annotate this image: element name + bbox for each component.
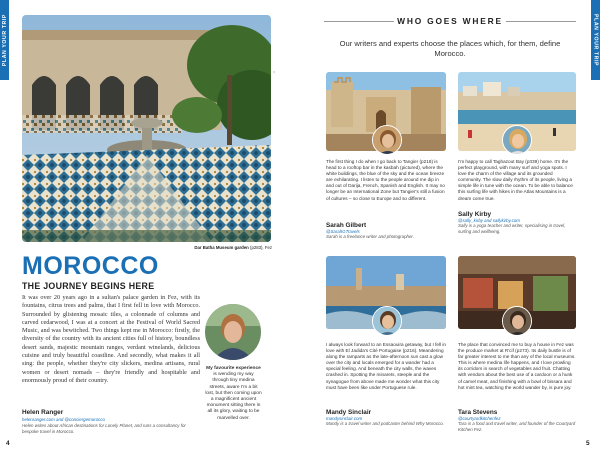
contributor-3-bio: Mandy is a travel writer and podcaster behind Why Morocco. bbox=[326, 421, 444, 426]
contributor-3-name: Mandy Sinclair bbox=[326, 409, 372, 416]
side-tab-left bbox=[0, 0, 9, 80]
side-tab-right-label: PLAN YOUR TRIP bbox=[592, 13, 599, 67]
favourite-block bbox=[205, 366, 262, 422]
favourite-text: is wending my way through tiny medina streets, aware I'm a bit lost, but then coming upon a magnificent ancient monument sitting there in all its glory, waiting to be marvelled over. bbox=[205, 372, 262, 421]
who-title: WHO GOES WHERE bbox=[394, 14, 506, 28]
contributor-1-bio: Sarah is a freelance writer and photographer. bbox=[326, 234, 414, 239]
contributor-1-handle: @SarahGTravels bbox=[326, 229, 360, 234]
photo-credit: © bbox=[272, 70, 276, 75]
contributor-4-credit bbox=[458, 409, 576, 432]
who-header bbox=[324, 14, 576, 28]
contributor-3-text: I always look forward to an Essaouira getaway, but I fell in love with El Jadida's Cité Portugaise (p216). Meandering along the ramparts as the late-afternoon sun cast a glow over the city and locals emerged for a wander had a special feeling. And beneath the city walls, the waves crashed in. Spotting the minarets, steeple and the synagogue from above made me wonder what this city must have been like under Portuguese rule. bbox=[326, 342, 447, 390]
side-tab-left-label: PLAN YOUR TRIP bbox=[1, 13, 8, 67]
portrait-sarah bbox=[372, 125, 402, 155]
contributor-4-handle: @courtyardkitchenfez bbox=[458, 416, 501, 421]
contributor-4-bio: Tara is a food and travel writer, and founder of the Courtyard Kitchen Fez. bbox=[458, 421, 576, 432]
caption-title: Dar Batha Museum garden bbox=[194, 245, 249, 250]
page-number-left: 4 bbox=[6, 440, 10, 447]
main-photo bbox=[22, 15, 271, 242]
page-title: MOROCCO bbox=[22, 252, 159, 280]
contributor-2-credit bbox=[458, 211, 576, 234]
contributor-1-text: The first thing I do when I go back to Tangier (p218) is head to a rooftop bar in the kasbah (pictured), where the white buildings, the blue of the sky and the ocean breeze are exhilarating. I listen to the people around me dip in and out of Darija, French, Spanish and English. It may no longer be an International Zone but Tangier's still a fusion of cultures – so close to Europe and so different. bbox=[326, 159, 445, 201]
author-bio: Helen writes about African destinations for Lonely Planet, and runs a consultancy for bespoke travel in Morocco. bbox=[22, 423, 186, 434]
contributor-3-handle: mandysinclair.com bbox=[326, 416, 363, 421]
page-subtitle: THE JOURNEY BEGINS HERE bbox=[22, 281, 155, 291]
portrait-mandy bbox=[372, 306, 402, 336]
contributor-3-credit bbox=[326, 409, 447, 427]
contributor-2-handle: @sally_kirby and sallykirby.com bbox=[458, 218, 520, 223]
contributor-2-text: I'm happy to call Taghazout Bay (p339) home. It's the perfect playground, with many surf and yoga spots. I love the charm of the village and its grounded community. The slow daily rhythm of its people, living a simple life in tune with the ocean. To be able to balance this surfing life with hikes in the Atlas Mountains is a dream come true. bbox=[458, 159, 573, 201]
side-tab-right bbox=[591, 0, 600, 80]
contributor-1-credit bbox=[326, 222, 447, 240]
author-handle: helenranger.com and @conciergemorocco bbox=[22, 417, 105, 422]
page-number-right: 5 bbox=[586, 440, 590, 447]
portrait-sally bbox=[502, 125, 532, 155]
favourite-label: My favourite experience bbox=[206, 366, 261, 371]
contributor-2-name: Sally Kirby bbox=[458, 211, 492, 218]
author-portrait bbox=[205, 304, 261, 360]
author-name: Helen Ranger bbox=[22, 409, 64, 416]
main-photo-caption bbox=[172, 245, 272, 250]
intro-text: It was over 20 years ago in a sultan's palace garden in Fez, with its fountains, citrus trees and palms, that I first fell in love with Morocco. Surrounded by glistening mosaic tiles, a colonnade of columns and carved cedarwood, I was at a concert at the Festival of World Sacred Music, and was bewitched. Two things kept me in Morocco: firstly, the diversity of the country with its ancient cities full of history, boundless desert sands, majestic mountain ranges, verdant winelands, delicious cuisine and truly beautiful coastline. And secondly, what makes it all sing: the people, whether they're city slickers, medina artisans, rural women or desert nomads – they're friendly and hospitable and enormously proud of their country. bbox=[22, 294, 200, 384]
author-block bbox=[22, 409, 202, 434]
caption-rest: (p283), Fez bbox=[250, 245, 272, 250]
who-intro: Our writers and experts choose the places which, for them, define Morocco. bbox=[339, 39, 561, 58]
contributor-4-name: Tara Stevens bbox=[458, 409, 498, 416]
contributor-4-text: The place that convinced me to buy a house in Fez was the produce market at R'cif (p273). Its daily bustle is of far greater interest to me than any of the local museums. This is where medina life happens, and I love prowling its corridors in search of vegetables and fruit. Chatting with vendors about the best use of a cardoon or a hunk of camel meat, and finishing with a bowl of bissara and hot mint tea, watching the world wander by, is pure joy. bbox=[458, 342, 576, 390]
portrait-tara bbox=[502, 306, 532, 336]
contributor-1-name: Sarah Gilbert bbox=[326, 222, 367, 229]
contributor-2-bio: Sally is a yoga teacher and writer, specialising in travel, surfing and wellbeing. bbox=[458, 223, 566, 234]
